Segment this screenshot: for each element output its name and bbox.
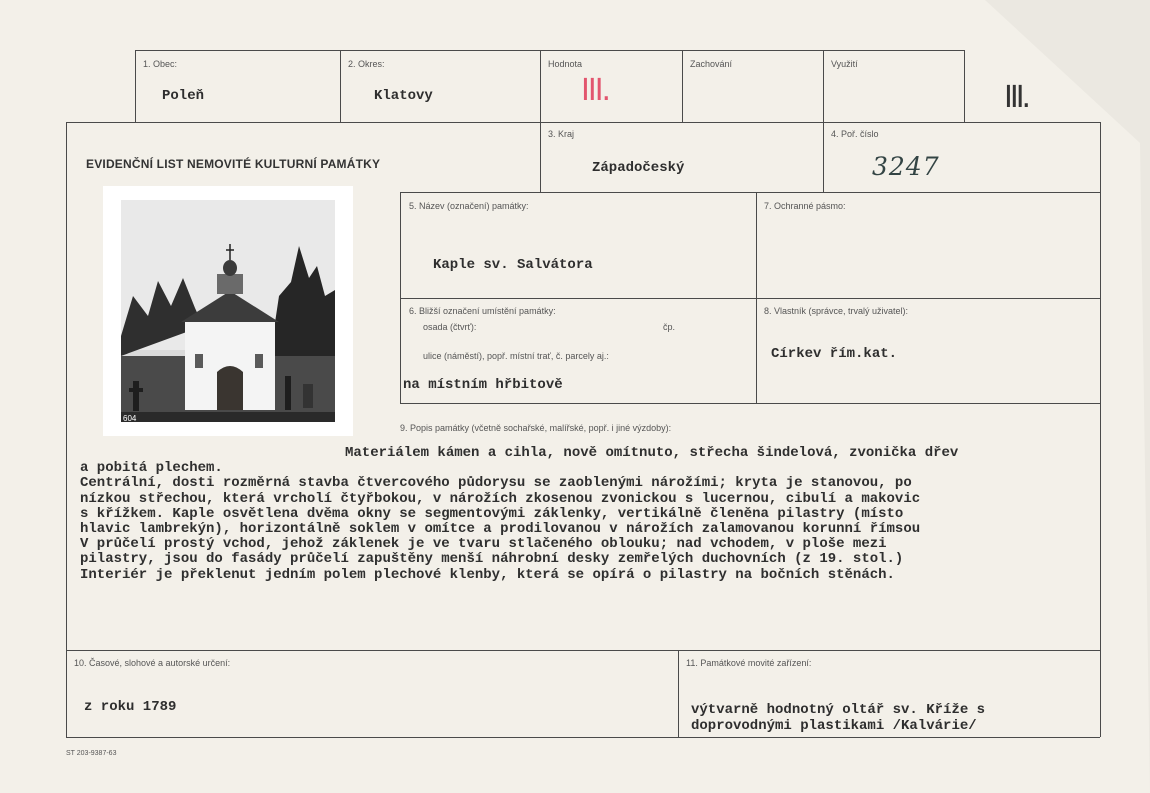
vlastnik-label: 8. Vlastník (správce, trvalý uživatel): — [764, 306, 909, 316]
popis-label: 9. Popis památky (včetně sochařské, malířské, popř. i jiné výzdoby): — [400, 423, 672, 433]
zarizeni-line: výtvarně hodnotný oltář sv. Kříže s — [691, 702, 986, 718]
okres-value: Klatovy — [374, 88, 433, 104]
zarizeni-line: doprovodnými plastikami /Kalvárie/ — [691, 718, 977, 734]
popis-line: V průčelí prostý vchod, jehož záklenek je ve tvaru stlačeného oblouku; nad vchodem, v ploše mezi — [80, 537, 887, 553]
umisteni-value: na místním hřbitově — [403, 377, 563, 393]
obec-label: 1. Obec: — [143, 59, 178, 69]
kraj-value: Západočeský — [592, 160, 685, 176]
form-title: EVIDENČNÍ LIST NEMOVITÉ KULTURNÍ PAMÁTKY — [86, 157, 381, 171]
popis-line: Interiér je překlenut jedním polem plechové klenby, která se opírá o pilastry na bočních stěnách. — [80, 567, 895, 583]
photo-number: 604 — [123, 414, 137, 423]
popis-text — [80, 446, 1070, 583]
chapel-photo — [103, 186, 353, 436]
ochranne-pasmo-label: 7. Ochranné pásmo: — [764, 201, 846, 211]
rule — [540, 50, 541, 192]
rule — [135, 50, 965, 51]
urceni-label: 10. Časové, slohové a autorské určení: — [74, 658, 231, 668]
ulice-label: ulice (náměstí), popř. místní trať, č. parcely aj.: — [423, 351, 609, 361]
popis-line: nízkou střechou, která vrcholí čtyřbokou, v nárožích zkosenou zvonickou s lucernou, cibulí a makovic — [80, 491, 921, 507]
rule — [66, 122, 67, 737]
hodnota-label: Hodnota — [548, 59, 583, 69]
rule — [66, 122, 1100, 123]
rule — [400, 298, 1100, 299]
footer-code: ST 203-9387-63 — [66, 750, 117, 757]
rule — [66, 650, 1100, 651]
cp-label: čp. — [663, 322, 676, 332]
popis-line: hlavic lambrekýn), horizontálně soklem v omítce a prodilovanou v nárožích zalamovanou korunní římsou — [80, 522, 921, 538]
rule — [964, 50, 965, 122]
rule — [400, 192, 1100, 193]
vlastnik-value: Církev řím.kat. — [771, 346, 898, 362]
nazev-label: 5. Název (označení) památky: — [409, 201, 529, 211]
urceni-value: z roku 1789 — [84, 699, 177, 715]
zarizeni-label: 11. Památkové movité zařízení: — [686, 658, 812, 668]
hodnota-stamp: III. — [581, 73, 610, 108]
por-cislo-label: 4. Poř. číslo — [831, 129, 879, 139]
popis-line: Materiálem kámen a cihla, nově omítnuto, střecha šindelová, zvonička dřev — [345, 446, 959, 461]
zachovani-label: Zachování — [690, 59, 733, 69]
popis-line: s křížkem. Kaple osvětlena dvěma okny se segmentovými záklenky, vertikálně členěna pilastry (místo — [80, 506, 904, 522]
por-cislo-value: 3247 — [872, 152, 940, 181]
obec-value: Poleň — [162, 88, 205, 104]
rule — [1100, 122, 1101, 737]
popis-line: pilastry, jsou do fasády průčelí zapuštěny menší náhrobní desky zemřelých duchovních (z 19. stol.) — [80, 552, 904, 568]
vyuziti-label: Využití — [831, 59, 858, 69]
nazev-value: Kaple sv. Salvátora — [433, 257, 593, 273]
rule — [400, 403, 1100, 404]
rule — [340, 50, 341, 122]
popis-line: Centrální, dosti rozměrná stavba čtvercového půdorysu se zaoblenými nárožími; kryta je stanovou, po — [80, 476, 912, 492]
umisteni-label: 6. Bližší označení umístění památky: — [409, 306, 556, 316]
rule — [823, 50, 824, 192]
okres-label: 2. Okres: — [348, 59, 385, 69]
popis-line: a pobitá plechem. — [80, 461, 223, 477]
osada-label: osada (čtvrť): — [423, 322, 477, 332]
corner-mark: III. — [1004, 80, 1029, 115]
rule — [678, 650, 679, 737]
rule — [135, 50, 136, 122]
kraj-label: 3. Kraj — [548, 129, 575, 139]
rule — [66, 737, 1100, 738]
rule — [682, 50, 683, 122]
monument-photo — [103, 186, 353, 436]
